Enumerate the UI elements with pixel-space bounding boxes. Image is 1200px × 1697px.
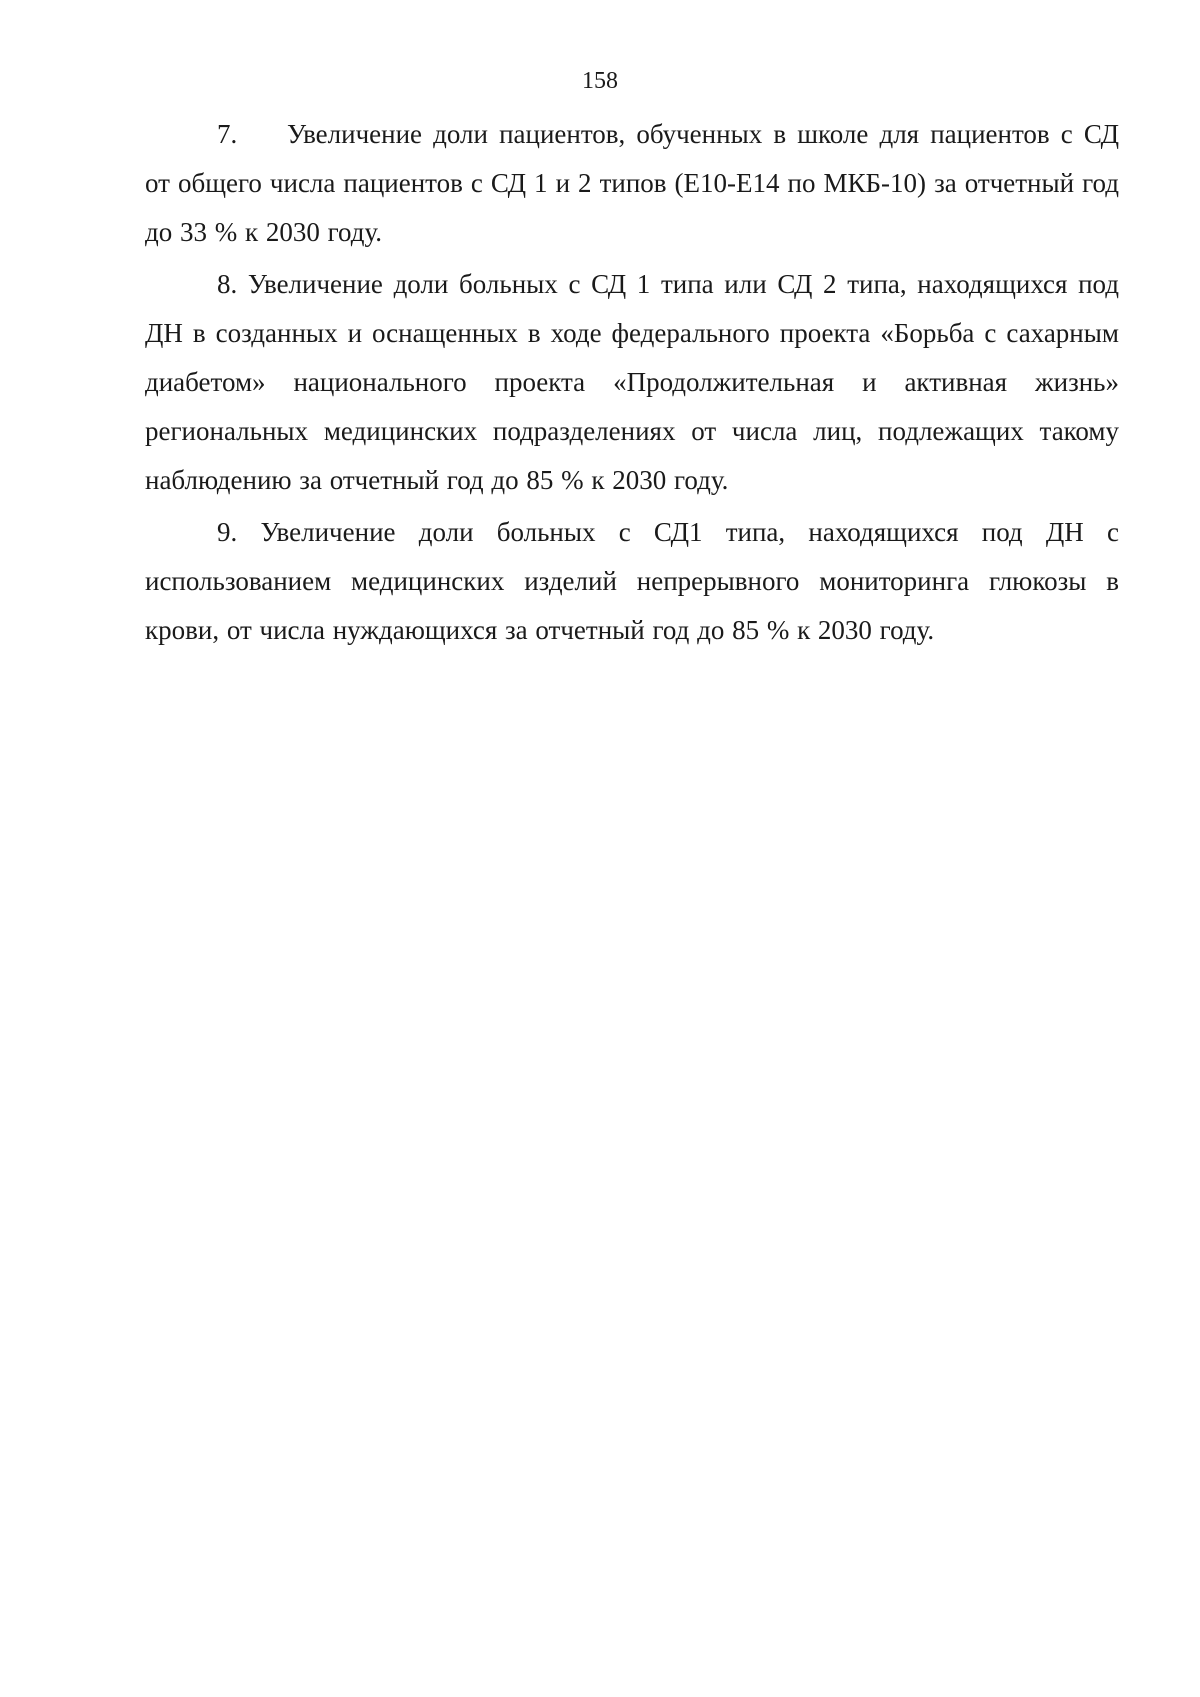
item-number: 8. — [217, 269, 238, 299]
list-item-7 — [145, 110, 1119, 257]
item-number: 7. — [217, 119, 238, 149]
document-body — [145, 110, 1119, 658]
page-number: 158 — [582, 68, 618, 94]
item-number: 9. — [217, 517, 238, 547]
item-text: Увеличение доли больных с СД 1 типа или СД 2 типа, находящихся под ДН в созданных и оснащенных в ходе федерального проекта «Борьба с сахарным диабетом» национального проекта «Продолжительная и активная жизнь» региональных медицинских подразделениях от числа лиц, подлежащих такому наблюдению за отчетный год до 85 % к 2030 году. — [145, 269, 1120, 495]
list-item-9 — [145, 508, 1119, 655]
item-text: Увеличение доли пациентов, обученных в школе для пациентов с СД от общего числа пациентов с СД 1 и 2 типов (Е10-Е14 по МКБ-10) за отчетный год до 33 % к 2030 году. — [145, 119, 1119, 247]
list-item-8 — [145, 260, 1119, 505]
item-text: Увеличение доли больных с СД1 типа, находящихся под ДН с использованием медицинских изделий непрерывного мониторинга глюкозы в крови, от числа нуждающихся за отчетный год до 85 % к 2030 году. — [145, 517, 1120, 645]
